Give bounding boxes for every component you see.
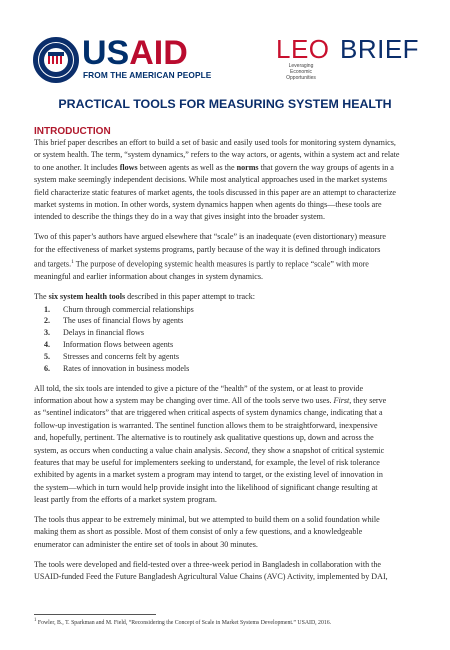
intro-paragraph-4: All told, the six tools are intended to give a picture of the “health” of the system, or at least to provide information about how a system may be changing over time. All of the tools serve two uses. First, they serve as “sentinel indicators” that are triggered when critical aspects of system dynamics change, indicating that a follow-up investigation is warranted. The sentinel function allows them to be straightforward, inexpensive and, hopefully, pertinent. The alternative is to routinely ask qualitative questions up, down and across the system, as occurs when conducting a value chain analysis. Second, they show a snapshot of critical systemic features that may be useful for implementers seeking to understand, for example, the level of risk tolerance exhibited by agents in a market system a program may intend to target, or the existing level of innovation in the system—which in turn would help provide insight into the likelihood of significant change resulting at least partly from the efforts of a market system program. xyxy=(34,383,387,505)
list-item-text: Stresses and concerns felt by agents xyxy=(63,352,179,362)
brief-wordmark: BRIEF xyxy=(340,34,420,64)
list-item-number: 5. xyxy=(44,352,51,362)
section-heading-introduction: INTRODUCTION xyxy=(34,126,111,137)
list-item xyxy=(34,304,418,316)
list-item xyxy=(34,351,418,363)
intro-paragraph-3: The six system health tools described in this paper attempt to track: xyxy=(34,292,256,302)
list-item xyxy=(34,327,418,339)
list-item-number: 2. xyxy=(44,316,51,326)
list-item-text: Churn through commercial relationships xyxy=(63,304,194,314)
leo-logo-wordmark: LEO xyxy=(276,34,330,64)
footnote: $^1$ Fowler, B., T. Sparkman and M. Field, “Reconsidering the Concept of Scale in Market Systems Development.” USAID, 2016. xyxy=(34,618,332,626)
tools-list xyxy=(34,304,418,375)
footnote-divider xyxy=(34,614,156,615)
list-item-number: 1. xyxy=(44,304,51,314)
list-item-number: 3. xyxy=(44,328,51,338)
list-item xyxy=(34,339,418,351)
list-item-text: Rates of innovation in business models xyxy=(63,364,190,374)
usaid-seal-icon xyxy=(33,37,79,83)
list-item-text: The uses of financial flows by agents xyxy=(63,316,184,326)
usaid-logo-wordmark: USAID xyxy=(82,34,188,72)
intro-paragraph-1: This brief paper describes an effort to build a set of basic and easily used tools for monitoring system dynamics, or system health. The term, “system dynamics,” refers to the way actors, or agents, within a system act and relate to one another. It includes flows between agents as well as the norms that govern the way groups of agents in a system make seemingly independent decisions. While most analytical approaches used in the market systems field characterize static features of market agents, the tools discussed in this paper are an attempt to characterize market systems in motion. In other words, system dynamics happen when agents do things—these tools are intended to describe the things they do in a way that gives insight into the broader system. xyxy=(34,138,400,222)
usaid-tagline: FROM THE AMERICAN PEOPLE xyxy=(83,70,212,80)
intro-paragraph-6: The tools were developed and field-tested over a three-week period in Bangladesh in collaboration with the USAID-funded Feed the Future Bangladesh Agricultural Value Chains (AVC) Activity, implemented by DAI, xyxy=(34,559,388,582)
list-item-number: 6. xyxy=(44,364,51,374)
list-item xyxy=(34,363,418,375)
list-item-text: Delays in financial flows xyxy=(63,328,144,338)
leo-logo-subtitle: Leveraging Economic Opportunities xyxy=(286,63,316,81)
page-title: PRACTICAL TOOLS FOR MEASURING SYSTEM HEALTH xyxy=(58,97,392,111)
intro-paragraph-5: The tools thus appear to be extremely minimal, but we attempted to build them on a solid foundation while making them as short as possible. Most of them consist of only a few questions, and a knowledgeable enumerator can administer the entire set of tools in about 30 minutes. xyxy=(34,515,380,549)
list-item-text: Information flows between agents xyxy=(63,340,174,350)
intro-paragraph-2: Two of this paper’s authors have argued elsewhere that “scale” is an inadequate (even distortionary) measure for the effectiveness of market systems programs, partly because of the way it is defined through indicators and targets.$^1$ The purpose of developing systemic health measures is partly to replace “scale” with more meaningful and earlier information about changes in system dynamics. xyxy=(34,232,386,282)
list-item-number: 4. xyxy=(44,340,51,350)
list-item xyxy=(34,315,418,327)
brief-body xyxy=(34,126,418,584)
